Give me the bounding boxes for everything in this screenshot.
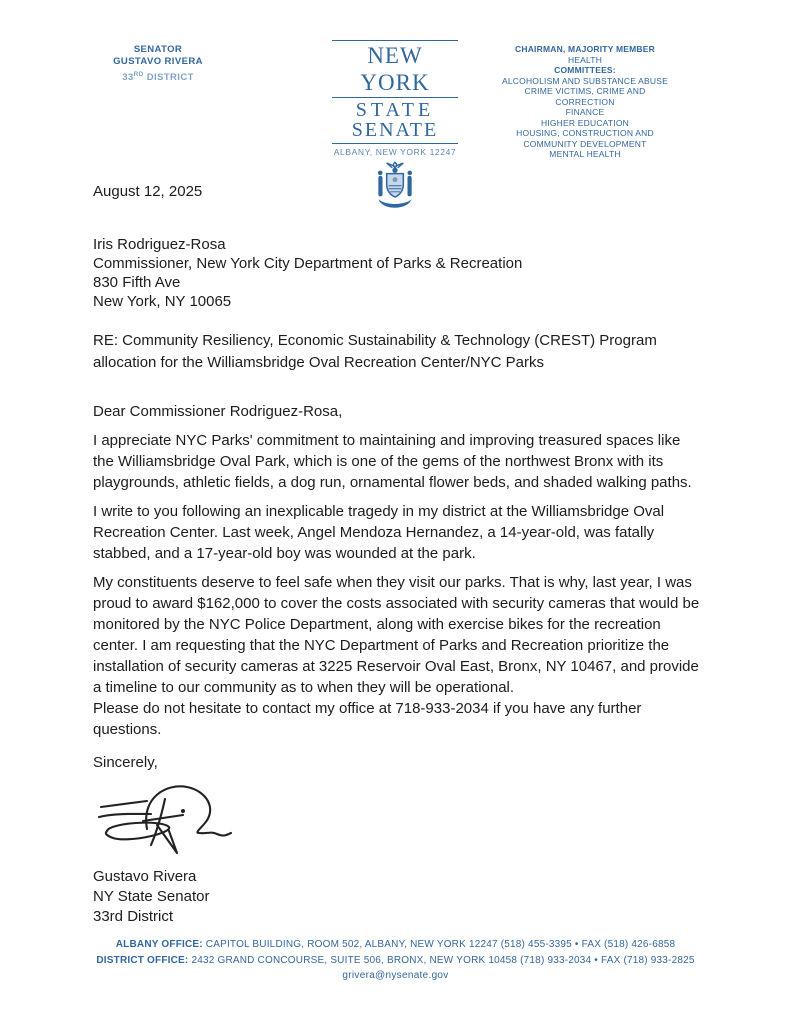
senator-title: SENATOR [133, 44, 183, 55]
logo-new-york: NEW YORK [360, 43, 430, 95]
committee-line: COMMUNITY DEVELOPMENT [523, 138, 647, 149]
chair-committee: HEALTH [567, 54, 603, 65]
committee-line: ALCOHOLISM AND SUBSTANCE ABUSE [502, 75, 668, 86]
letterhead [0, 0, 791, 172]
committee-line: HIGHER EDUCATION [540, 117, 630, 128]
senator-name: GUSTAVO RIVERA [113, 56, 203, 67]
handwritten-signature-icon [95, 779, 703, 861]
letter-date: August 12, 2025 [93, 183, 203, 200]
signer-name: Gustavo Rivera [93, 868, 197, 885]
logo-rule-mid [332, 97, 458, 98]
committee-line: FINANCE [565, 107, 605, 117]
paragraph-2: I write to you following an inexplicable tragedy in my district at the Williamsbridge Oval Recreation Center. Last week, Angel Mendoza Hernandez, a 14-year-old, was fatally stabbed, and a 17-year-old boy was wounded at the park. [93, 503, 665, 562]
senator-block [88, 44, 228, 84]
committees-heading: COMMITTEES: [554, 65, 616, 75]
committee-line: CRIME VICTIMS, CRIME AND CORRECTION [524, 86, 646, 107]
albany-office-line: ALBANY OFFICE: CAPITOL BUILDING, ROOM 502, ALBANY, NEW YORK 12247 (518) 455-3395 • FAX (518) 426-6858 [115, 939, 676, 950]
senator-district: 33RD DISTRICT [122, 71, 194, 84]
district-office-line: DISTRICT OFFICE: 2432 GRAND CONCOURSE, SUITE 506, BRONX, NEW YORK 10458 (718) 933-2034 • FAX (718) 933-2825 [96, 954, 695, 966]
salutation: Dear Commissioner Rodriguez-Rosa, [93, 403, 343, 420]
senate-logo [331, 40, 459, 215]
signer-title: NY State Senator [93, 888, 210, 905]
letter-body [0, 182, 791, 927]
logo-state: STATE [355, 99, 435, 121]
signer-district: 33rd District [93, 908, 174, 925]
subject-line: RE: Community Resiliency, Economic Sustainability & Technology (CREST) Program allocation for the Williamsbridge Oval Recreation Center/NYC Parks [93, 332, 657, 371]
committee-line: MENTAL HEALTH [549, 149, 621, 159]
letter-footer [0, 937, 791, 984]
ny-state-seal-icon [331, 160, 459, 215]
recipient-street: 830 Fifth Ave [93, 274, 181, 291]
chairman-line: CHAIRMAN, MAJORITY MEMBER [515, 44, 655, 54]
recipient-name: Iris Rodriguez-Rosa [93, 236, 226, 253]
logo-senate: SENATE [351, 119, 439, 141]
committees-block [500, 44, 670, 160]
committee-line: HOUSING, CONSTRUCTION AND [516, 128, 654, 138]
contact-email: grivera@nysenate.gov [342, 970, 449, 981]
logo-address: ALBANY, NEW YORK 12247 [333, 147, 457, 157]
paragraph-1: I appreciate NYC Parks' commitment to maintaining and improving treasured spaces like the Williamsbridge Oval Park, which is one of the gems of the northwest Bronx with its playgrounds, athletic fields, a dog run, ornamental flower beds, and shaded walking paths. [93, 432, 692, 491]
logo-rule-bottom [332, 143, 458, 144]
recipient-address [93, 235, 703, 311]
paragraph-3: My constituents deserve to feel safe when they visit our parks. That is why, last year, I was proud to award $162,000 to cover the costs associated with security cameras that would be monitored by the NYC Police Department, along with exercise bikes for the recreation center. I am requesting that the NYC Department of Parks and Recreation prioritize the installation of security cameras at 3225 Reservoir Oval East, Bronx, NY 10467, and provide a timeline to our community as to when they will be operational. [93, 574, 700, 696]
recipient-title: Commissioner, New York City Department of Parks & Recreation [93, 255, 523, 272]
paragraph-4: Please do not hesitate to contact my office at 718-933-2034 if you have any further questions. [93, 700, 642, 738]
signer-block [93, 867, 703, 927]
recipient-city: New York, NY 10065 [93, 293, 232, 310]
closing: Sincerely, [93, 754, 158, 771]
